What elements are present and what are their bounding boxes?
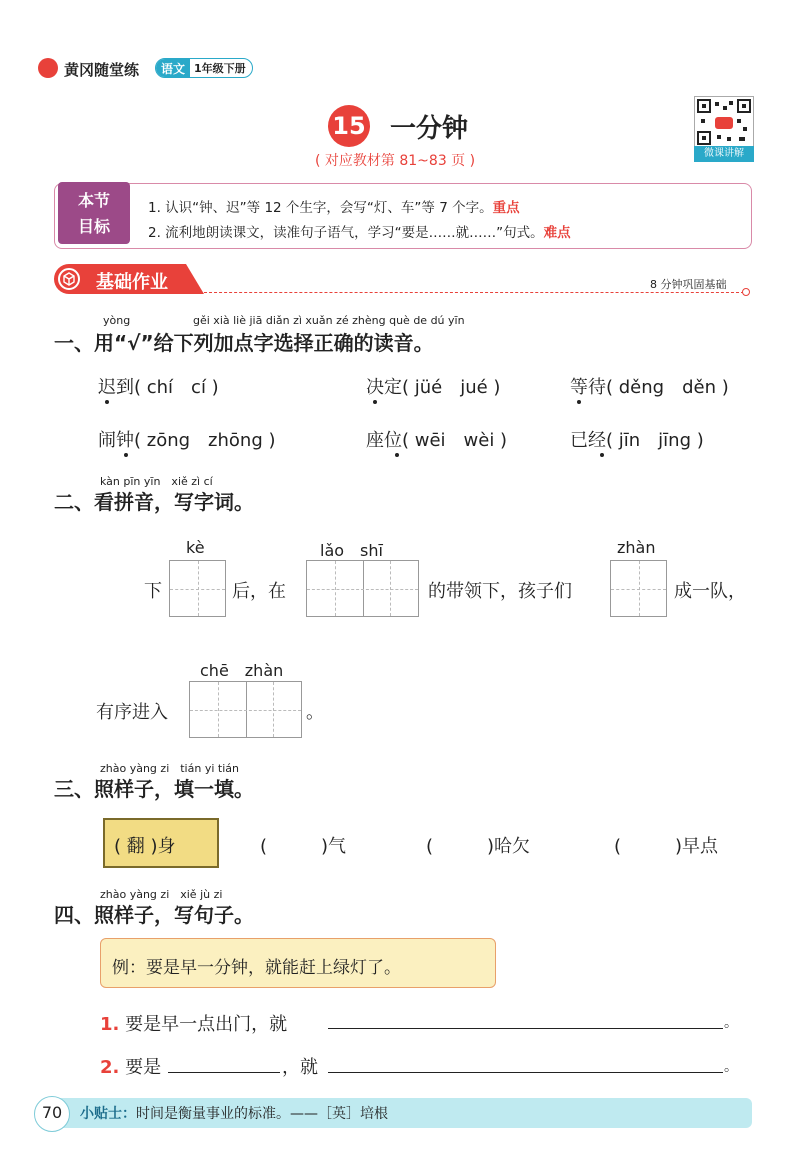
writing-box-double[interactable] <box>306 560 419 617</box>
brand-logo-icon <box>38 58 58 78</box>
q1-word: 座位 <box>366 430 402 451</box>
q2-text: 成一队， <box>674 581 746 602</box>
objectives-tag-line1: 本节 <box>77 191 110 210</box>
q2-text: 的带领下，孩子们 <box>428 581 572 602</box>
emphasis-dot <box>600 453 604 457</box>
q1-title: 一、用“√”给下列加点字选择正确的读音。 <box>54 331 434 355</box>
q3-pinyin: zhào yàng zi tián yi tián <box>100 762 239 775</box>
period: 。 <box>724 1015 738 1031</box>
section-title: 基础作业 <box>96 272 168 293</box>
objectives-tag <box>58 182 130 244</box>
q1-pinyin: gěi xià liè jiā diǎn zì xuǎn zé zhèng què de dú yīn <box>193 314 465 327</box>
q1-item <box>366 373 500 399</box>
q1-item <box>98 373 219 399</box>
q3-blank: ( )早点 <box>614 836 719 857</box>
answer-line[interactable] <box>328 1028 723 1029</box>
objectives-tag-line2: 目标 <box>77 217 110 236</box>
lesson-reference: ( 对应教材第 81~83 页 ) <box>315 153 476 169</box>
q2-text: 下 <box>144 581 162 602</box>
emphasis-dot <box>105 400 109 404</box>
period: 。 <box>724 1059 738 1075</box>
q4-title: 四、照样子，写句子。 <box>54 903 254 927</box>
page-number: 70 <box>34 1096 70 1132</box>
tip-label: 小贴士： <box>80 1106 136 1122</box>
difficult-point-mark: 难点 <box>543 225 571 241</box>
q1-item <box>570 426 704 452</box>
q2-pinyin-ke: kè <box>186 538 205 557</box>
lesson-number: 15 <box>328 105 370 147</box>
q2-title: 二、看拼音，写字词。 <box>54 490 254 514</box>
q1-item <box>366 426 507 452</box>
q1-options: ( jīn jīng ) <box>606 430 704 451</box>
q4-sentence-2-text: 要是 <box>125 1057 162 1078</box>
lesson-title: 一分钟 <box>390 114 469 144</box>
q1-word: 等待 <box>570 377 606 398</box>
q1-options: ( wēi wèi ) <box>402 430 508 451</box>
q3-title: 三、照样子，填一填。 <box>54 777 254 801</box>
divider-end-dot <box>742 288 750 296</box>
q4-num-1: 1. <box>100 1014 120 1035</box>
q1-item <box>570 373 729 399</box>
writing-box-double[interactable] <box>189 681 302 738</box>
footer-tip <box>80 1103 388 1123</box>
section-divider <box>204 292 744 293</box>
q4-num-2: 2. <box>100 1057 120 1078</box>
objective-item-2-text: 2. 流利地朗读课文，读准句子语气，学习“要是……就……”句式。 <box>148 225 544 241</box>
q2-text: 有序进入 <box>96 702 168 723</box>
q2-pinyin: kàn pīn yīn xiě zì cí <box>100 475 213 488</box>
writing-box[interactable] <box>610 560 667 617</box>
q3-blank: ( )气 <box>260 836 347 857</box>
subject-grade-pill <box>155 58 253 78</box>
answer-line[interactable] <box>168 1072 280 1073</box>
q1-word: 闹钟 <box>98 430 134 451</box>
objective-item-1 <box>148 196 520 216</box>
tip-text: 时间是衡量事业的标准。——［英］培根 <box>136 1106 388 1122</box>
objective-item-2 <box>148 221 571 241</box>
key-point-mark: 重点 <box>492 200 520 216</box>
objective-item-1-text: 1. 认识“钟、迟”等 12 个生字，会写“灯、车”等 7 个字。 <box>148 200 493 216</box>
q1-options: ( jüé jué ) <box>402 377 501 398</box>
subject-label: 语文 <box>156 59 190 77</box>
q4-sentence-1 <box>100 1010 287 1036</box>
sample-text: ( 翻 )身 <box>114 836 176 857</box>
qr-label: 微课讲解 <box>694 146 754 162</box>
q1-options: ( děng děn ) <box>606 377 729 398</box>
q2-pinyin-chezhan: chē zhàn <box>200 661 284 680</box>
emphasis-dot <box>124 453 128 457</box>
q4-pinyin: zhào yàng zi xiě jù zi <box>100 888 223 901</box>
qr-code-icon[interactable] <box>694 96 754 148</box>
q4-sentence-2-mid: ，就 <box>282 1057 318 1078</box>
section-note: 8 分钟巩固基础 <box>650 278 727 291</box>
q1-item <box>98 426 276 452</box>
answer-line[interactable] <box>328 1072 723 1073</box>
emphasis-dot <box>373 400 377 404</box>
writing-box[interactable] <box>169 560 226 617</box>
q1-word: 迟到 <box>98 377 134 398</box>
q1-options: ( chí cí ) <box>134 377 219 398</box>
q2-text: 后，在 <box>232 581 286 602</box>
q1-options: ( zōng zhōng ) <box>134 430 276 451</box>
q4-sentence-2 <box>100 1053 161 1079</box>
emphasis-dot <box>577 400 581 404</box>
q1-word: 决定 <box>366 377 402 398</box>
emphasis-dot <box>395 453 399 457</box>
q1-pinyin-yong: yòng <box>103 314 131 327</box>
q1-word: 已经 <box>570 430 606 451</box>
q3-blank: ( )哈欠 <box>426 836 531 857</box>
q2-pinyin-zhan: zhàn <box>617 538 656 557</box>
q2-text: 。 <box>306 702 324 723</box>
q2-pinyin-laoshi: lǎo shī <box>320 541 383 560</box>
cube-icon <box>58 268 80 290</box>
example-text: 例：要是早一分钟，就能赶上绿灯了。 <box>112 958 401 978</box>
grade-label: 1年级下册 <box>194 62 246 75</box>
q4-sentence-1-text: 要是早一点出门，就 <box>125 1014 288 1035</box>
brand-name: 黄冈随堂练 <box>64 61 140 79</box>
